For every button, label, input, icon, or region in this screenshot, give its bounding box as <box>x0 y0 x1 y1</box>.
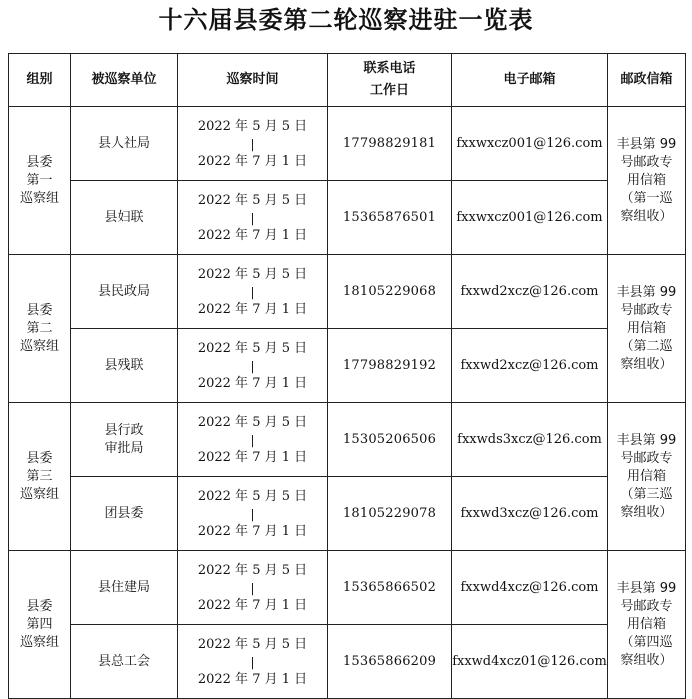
mailbox-line: 号邮政专 <box>620 598 673 614</box>
time-cell <box>178 403 328 477</box>
email-cell[interactable]: fxxwxcz001@126.com <box>452 181 608 255</box>
group-name-line: 第一 <box>26 172 53 188</box>
phone-cell: 15305206506 <box>328 403 452 477</box>
inspection-table <box>8 53 686 699</box>
table-row <box>9 625 686 699</box>
header-phone <box>328 54 452 107</box>
email-cell[interactable]: fxxwd4xcz@126.com <box>452 551 608 625</box>
header-mailbox: 邮政信箱 <box>608 54 686 107</box>
unit-cell <box>71 329 178 403</box>
mailbox-cell <box>608 255 686 403</box>
header-phone-line2: 工作日 <box>369 83 409 98</box>
mailbox-line: （第一巡 <box>620 190 673 206</box>
unit-name-line: 团县委 <box>104 505 144 521</box>
group-name-line: 县委 <box>26 450 53 466</box>
unit-name-line: 审批局 <box>104 440 144 456</box>
group-name-line: 第三 <box>26 468 53 484</box>
mailbox-line: 用信箱 <box>626 468 666 484</box>
mailbox-line: 察组收） <box>620 356 673 372</box>
mailbox-line: 号邮政专 <box>620 302 673 318</box>
start-date: 2022 年 5 月 5 日 <box>197 340 308 356</box>
start-date: 2022 年 5 月 5 日 <box>197 266 308 282</box>
group-name-line: 第四 <box>26 616 53 632</box>
start-date: 2022 年 5 月 5 日 <box>197 414 308 430</box>
unit-cell <box>71 107 178 181</box>
date-separator: | <box>250 284 255 299</box>
mailbox-line: 丰县第 99 <box>616 580 677 596</box>
mailbox-line: 察组收） <box>620 504 673 520</box>
time-cell <box>178 181 328 255</box>
time-cell <box>178 551 328 625</box>
date-separator: | <box>250 432 255 447</box>
end-date: 2022 年 7 月 1 日 <box>197 671 308 687</box>
table-row <box>9 255 686 329</box>
phone-cell: 15365866209 <box>328 625 452 699</box>
date-separator: | <box>250 136 255 151</box>
group-name-cell <box>9 551 71 699</box>
email-cell[interactable]: fxxwd3xcz@126.com <box>452 477 608 551</box>
end-date: 2022 年 7 月 1 日 <box>197 153 308 169</box>
unit-cell <box>71 403 178 477</box>
time-cell <box>178 625 328 699</box>
mailbox-line: 用信箱 <box>626 172 666 188</box>
mailbox-line: 用信箱 <box>626 616 666 632</box>
end-date: 2022 年 7 月 1 日 <box>197 597 308 613</box>
unit-name-line: 县行政 <box>104 422 144 438</box>
table-row <box>9 107 686 181</box>
end-date: 2022 年 7 月 1 日 <box>197 449 308 465</box>
email-cell[interactable]: fxxwds3xcz@126.com <box>452 403 608 477</box>
unit-cell <box>71 625 178 699</box>
phone-cell: 18105229078 <box>328 477 452 551</box>
group-name-line: 巡察组 <box>19 190 59 206</box>
email-cell[interactable]: fxxwxcz001@126.com <box>452 107 608 181</box>
phone-cell: 15365866502 <box>328 551 452 625</box>
phone-cell: 17798829192 <box>328 329 452 403</box>
mailbox-line: 用信箱 <box>626 320 666 336</box>
mailbox-line: （第四巡 <box>620 634 673 650</box>
phone-cell: 15365876501 <box>328 181 452 255</box>
start-date: 2022 年 5 月 5 日 <box>197 488 308 504</box>
unit-name-line: 县住建局 <box>97 579 150 595</box>
table-row <box>9 403 686 477</box>
table-row <box>9 329 686 403</box>
header-group: 组别 <box>9 54 71 107</box>
group-name-line: 巡察组 <box>19 634 59 650</box>
time-cell <box>178 255 328 329</box>
email-cell[interactable]: fxxwd4xcz01@126.com <box>452 625 608 699</box>
time-cell <box>178 107 328 181</box>
unit-cell <box>71 181 178 255</box>
table-row <box>9 477 686 551</box>
header-unit: 被巡察单位 <box>71 54 178 107</box>
mailbox-cell <box>608 551 686 699</box>
mailbox-line: 丰县第 99 <box>616 432 677 448</box>
start-date: 2022 年 5 月 5 日 <box>197 118 308 134</box>
header-row <box>9 54 686 107</box>
mailbox-line: 号邮政专 <box>620 450 673 466</box>
group-name-line: 第二 <box>26 320 53 336</box>
group-name-line: 县委 <box>26 154 53 170</box>
mailbox-line: 察组收） <box>620 208 673 224</box>
mailbox-line: 察组收） <box>620 652 673 668</box>
unit-cell <box>71 255 178 329</box>
email-cell[interactable]: fxxwd2xcz@126.com <box>452 255 608 329</box>
table-row <box>9 551 686 625</box>
header-email: 电子邮箱 <box>452 54 608 107</box>
group-name-line: 巡察组 <box>19 338 59 354</box>
header-time: 巡察时间 <box>178 54 328 107</box>
group-name-line: 县委 <box>26 598 53 614</box>
date-separator: | <box>250 580 255 595</box>
time-cell <box>178 477 328 551</box>
mailbox-cell <box>608 107 686 255</box>
unit-cell <box>71 477 178 551</box>
phone-cell: 17798829181 <box>328 107 452 181</box>
mailbox-cell <box>608 403 686 551</box>
group-name-cell <box>9 107 71 255</box>
date-separator: | <box>250 210 255 225</box>
time-cell <box>178 329 328 403</box>
email-cell[interactable]: fxxwd2xcz@126.com <box>452 329 608 403</box>
end-date: 2022 年 7 月 1 日 <box>197 301 308 317</box>
end-date: 2022 年 7 月 1 日 <box>197 227 308 243</box>
group-name-line: 巡察组 <box>19 486 59 502</box>
end-date: 2022 年 7 月 1 日 <box>197 523 308 539</box>
group-name-cell <box>9 403 71 551</box>
header-phone-line1: 联系电话 <box>363 61 416 76</box>
group-name-line: 县委 <box>26 302 53 318</box>
unit-name-line: 县人社局 <box>97 135 150 151</box>
date-separator: | <box>250 506 255 521</box>
unit-name-line: 县总工会 <box>97 653 150 669</box>
unit-name-line: 县妇联 <box>104 209 144 225</box>
mailbox-line: 号邮政专 <box>620 154 673 170</box>
date-separator: | <box>250 358 255 373</box>
mailbox-line: 丰县第 99 <box>616 284 677 300</box>
start-date: 2022 年 5 月 5 日 <box>197 192 308 208</box>
start-date: 2022 年 5 月 5 日 <box>197 562 308 578</box>
end-date: 2022 年 7 月 1 日 <box>197 375 308 391</box>
table-row <box>9 181 686 255</box>
table-body <box>9 107 686 699</box>
unit-name-line: 县残联 <box>104 357 144 373</box>
start-date: 2022 年 5 月 5 日 <box>197 636 308 652</box>
mailbox-line: （第三巡 <box>620 486 673 502</box>
phone-cell: 18105229068 <box>328 255 452 329</box>
date-separator: | <box>250 654 255 669</box>
page-title: 十六届县委第二轮巡察进驻一览表 <box>158 6 534 34</box>
mailbox-line: 丰县第 99 <box>616 136 677 152</box>
group-name-cell <box>9 255 71 403</box>
unit-name-line: 县民政局 <box>97 283 150 299</box>
unit-cell <box>71 551 178 625</box>
mailbox-line: （第二巡 <box>620 338 673 354</box>
